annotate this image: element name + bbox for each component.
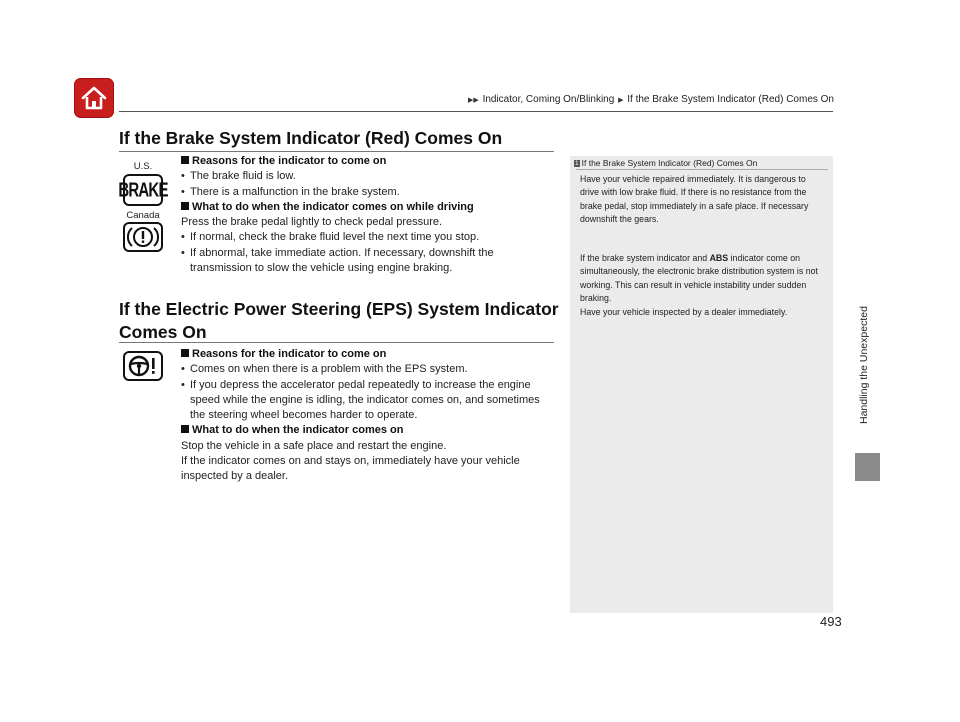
notes-body (580, 173, 826, 227)
body-text: Stop the vehicle in a safe place and restart the engine. (181, 439, 447, 452)
breadcrumb-item: If the Brake System Indicator (Red) Comes On (627, 94, 834, 105)
breadcrumb (440, 94, 834, 105)
page-number: 493 (820, 614, 842, 629)
section-rule (119, 342, 554, 343)
steering-wheel-exclamation-icon (126, 354, 160, 378)
section-title-line: Comes On (119, 322, 207, 342)
subheading: Reasons for the indicator to come on (181, 154, 553, 169)
section-rule (119, 151, 554, 152)
home-icon (80, 85, 108, 111)
notes-body (580, 252, 826, 319)
subheading: What to do when the indicator comes on (181, 423, 553, 438)
list-item: • Comes on when there is a problem with the EPS system. (181, 363, 468, 376)
subheading: Reasons for the indicator to come on (181, 347, 553, 362)
body-text: If the indicator comes on and stays on, immediately have your vehicle inspected by a dealer. (181, 455, 520, 483)
notes-rule (576, 169, 828, 170)
square-bullet-icon (181, 202, 189, 210)
section1-body (181, 154, 553, 276)
square-bullet-icon (181, 156, 189, 164)
brake-icon-text: BRAKE (118, 178, 168, 202)
notes-heading: 1 If the Brake System Indicator (Red) Comes On (575, 158, 758, 168)
reference-number-icon: 1 (575, 160, 579, 167)
list-item: • If normal, check the brake fluid level the next time you stop. (181, 231, 480, 244)
notes-paragraph: Have your vehicle inspected by a dealer immediately. (580, 306, 788, 317)
notes-paragraph: Have your vehicle repaired immediately. It is dangerous to drive with low brake fluid. If there is no resistance from the brake pedal, stop immediately in a safe place. If necessary downshift the gears. (580, 174, 809, 225)
subheading: What to do when the indicator comes on while driving (181, 200, 553, 215)
header-rule (119, 111, 833, 112)
list-item: • If abnormal, take immediate action. If necessary, downshift the transmission to slow the vehicle using engine braking. (181, 246, 494, 275)
eps-indicator-icon (123, 351, 163, 381)
circle-exclamation-icon (126, 225, 160, 249)
section2-body (181, 347, 553, 485)
list-item: • If you depress the accelerator pedal repeatedly to increase the engine speed while the engine is idling, the indicator comes on, and sometimes the steering wheel becomes harder to operate. (181, 378, 540, 422)
home-button[interactable] (74, 78, 114, 118)
brake-indicator-icon (118, 174, 168, 206)
notes-paragraph: If the brake system indicator and ABS indicator come on simultaneously, the electronic brake distribution system is not working. This can result in vehicle instability under sudden braking. (580, 253, 818, 304)
chapter-tab[interactable] (855, 453, 880, 481)
square-bullet-icon (181, 425, 189, 433)
section-title (119, 298, 559, 344)
section-title-line: If the Electric Power Steering (EPS) System Indicator (119, 299, 559, 319)
icon-label-canada: Canada (126, 210, 160, 221)
chapter-tab-label: Handling the Unexpected (858, 306, 870, 424)
square-bullet-icon (181, 349, 189, 357)
breadcrumb-item[interactable]: Indicator, Coming On/Blinking (482, 94, 615, 105)
section-title: If the Brake System Indicator (Red) Comes On (119, 128, 503, 148)
brake-warning-icon (123, 222, 163, 252)
breadcrumb-arrow-icon: ▶ (618, 97, 624, 104)
list-item: • The brake fluid is low. (181, 170, 296, 183)
body-text: Press the brake pedal lightly to check pedal pressure. (181, 216, 443, 229)
list-item: • There is a malfunction in the brake system. (181, 185, 400, 198)
breadcrumb-arrow-icon: ▶▶ (468, 97, 479, 104)
icon-label-us: U.S. (133, 161, 153, 172)
